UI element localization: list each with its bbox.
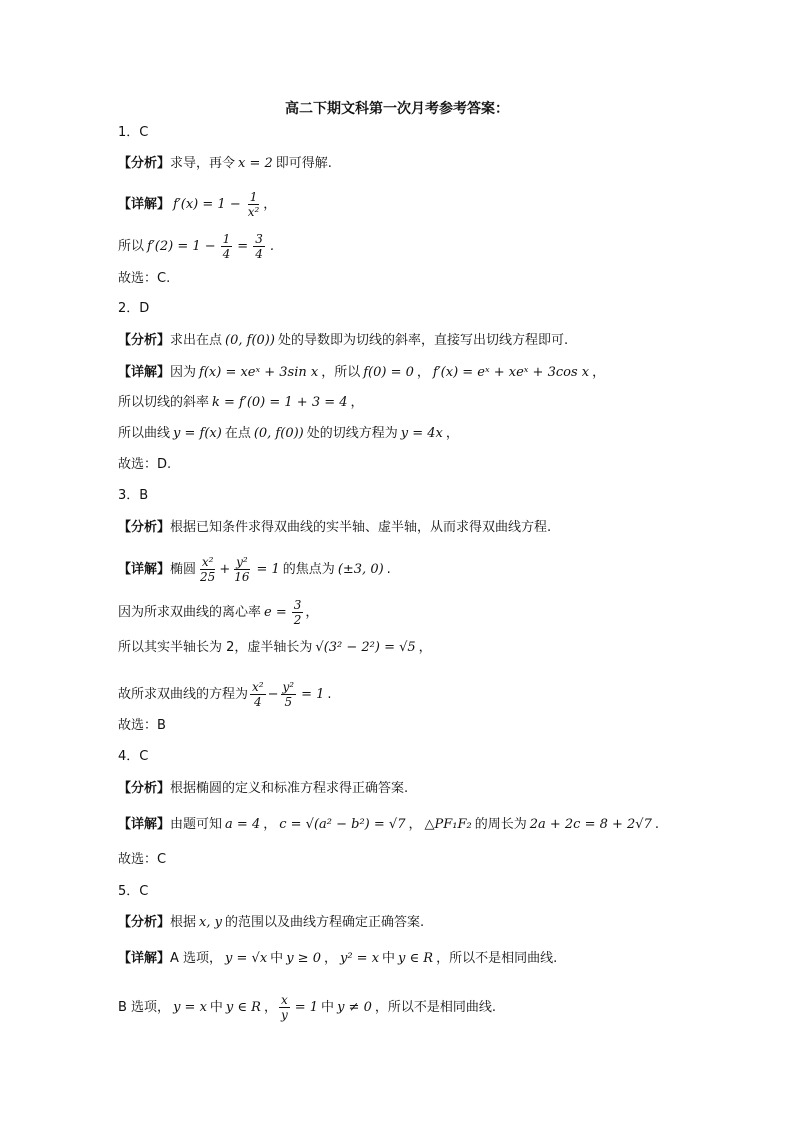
q3-analysis-text: 根据已知条件求得双曲线的实半轴、虚半轴，从而求得双曲线方程. bbox=[170, 520, 552, 535]
q5-option-b bbox=[118, 993, 496, 1022]
q4-detail-a: 由题可知 bbox=[170, 817, 223, 832]
q1-answer-text: 故选：C. bbox=[118, 271, 171, 286]
frac-den: 4 bbox=[253, 695, 262, 709]
detail-tag: 【详解】 bbox=[118, 365, 171, 380]
q3-line2-math: e = bbox=[264, 604, 287, 620]
frac-num: x bbox=[280, 993, 288, 1007]
q2-analysis-text-b: 处的导数即为切线的斜率，直接写出切线方程即可. bbox=[277, 333, 569, 348]
q1-line2-text: 所以 bbox=[118, 238, 145, 254]
q2-analysis-text-a: 求出在点 bbox=[170, 333, 223, 348]
q5-analysis bbox=[118, 914, 424, 932]
q1-line2-frac1 bbox=[221, 232, 233, 261]
q3-number bbox=[118, 487, 148, 505]
frac-num: y² bbox=[282, 680, 295, 694]
q5-b-m2: y ∈ R bbox=[225, 999, 261, 1015]
frac-den: 25 bbox=[200, 570, 216, 584]
q1-number-text: 1．C bbox=[118, 125, 149, 140]
q5-b-label: B 选项， bbox=[118, 999, 171, 1015]
q5-option-a bbox=[118, 950, 557, 968]
q1-detail-tail: ， bbox=[263, 196, 277, 212]
analysis-tag: 【分析】 bbox=[118, 915, 171, 930]
q2-analysis bbox=[118, 332, 568, 350]
q3-answer-text: 故选：B bbox=[118, 718, 166, 733]
analysis-tag: 【分析】 bbox=[118, 781, 171, 796]
q2-line2-a: 所以切线的斜率 bbox=[118, 395, 210, 410]
q1-line2-end: . bbox=[269, 238, 274, 254]
q1-line2 bbox=[118, 232, 277, 261]
q5-a-t2: ， bbox=[323, 951, 337, 966]
q3-answer bbox=[118, 717, 166, 735]
q3-line2 bbox=[118, 598, 318, 627]
q4-number-text: 4．C bbox=[118, 749, 149, 764]
q2-line3-d: ， bbox=[445, 426, 459, 441]
q5-analysis-a: 根据 bbox=[170, 915, 197, 930]
q2-line3-m1: y = f(x) bbox=[173, 426, 222, 441]
q4-answer-text: 故选：C bbox=[118, 852, 167, 867]
q3-detail-c: . bbox=[386, 561, 391, 577]
q2-line3-b: 在点 bbox=[224, 426, 251, 441]
q2-answer bbox=[118, 456, 171, 474]
q5-b-t2: ， bbox=[263, 999, 277, 1015]
q3-detail-b: 的焦点为 bbox=[282, 561, 335, 577]
q3-line3-b: ， bbox=[418, 640, 432, 655]
q5-a-t1: 中 bbox=[270, 951, 284, 966]
frac-num: 3 bbox=[293, 598, 302, 612]
q3-line2-frac bbox=[292, 598, 304, 627]
q3-detail-math: (±3, 0) bbox=[337, 561, 384, 577]
q1-analysis-text-b: 即可得解. bbox=[275, 156, 332, 171]
frac-den: 5 bbox=[284, 695, 293, 709]
q2-detail-m1: f(x) = xeˣ + 3sin x bbox=[199, 365, 319, 380]
q1-number bbox=[118, 124, 148, 142]
q2-detail-a: 因为 bbox=[170, 365, 197, 380]
q3-line4-minus: − bbox=[267, 686, 279, 702]
q5-a-label: A 选项， bbox=[170, 951, 223, 966]
analysis-tag: 【分析】 bbox=[118, 333, 171, 348]
q3-number-text: 3．B bbox=[118, 488, 149, 503]
q3-line4-eq: = 1 bbox=[301, 686, 325, 702]
q3-line4-b: . bbox=[327, 686, 332, 702]
q5-b-t4: ，所以不是相同曲线. bbox=[374, 999, 496, 1015]
q5-b-t3: 中 bbox=[321, 999, 335, 1015]
q4-sep2: ， bbox=[408, 817, 422, 832]
q2-line3-m3: y = 4x bbox=[400, 426, 443, 441]
q3-line3 bbox=[118, 639, 432, 657]
q3-line2-a: 因为所求双曲线的离心率 bbox=[118, 604, 262, 620]
frac-num: 3 bbox=[255, 232, 263, 246]
q4-m2: c = √(a² − b²) = √7 bbox=[279, 817, 406, 832]
q3-detail-plus: + bbox=[219, 561, 231, 577]
q3-line4-frac2 bbox=[281, 680, 297, 709]
q2-number-text: 2．D bbox=[118, 301, 150, 316]
detail-tag: 【详解】 bbox=[118, 817, 171, 832]
q2-detail-d: ， bbox=[592, 365, 606, 380]
analysis-tag: 【分析】 bbox=[118, 156, 171, 171]
detail-tag: 【详解】 bbox=[118, 561, 171, 577]
q1-detail-fraction bbox=[246, 190, 262, 219]
frac-den: y bbox=[280, 1008, 288, 1022]
q4-analysis-text: 根据椭圆的定义和标准方程求得正确答案. bbox=[170, 781, 409, 796]
q5-a-m3: y² = x bbox=[339, 951, 380, 966]
q2-line2-b: ， bbox=[350, 395, 364, 410]
q4-m4: 2a + 2c = 8 + 2√7 bbox=[529, 817, 652, 832]
frac-den: x² bbox=[247, 205, 260, 219]
q4-detail-b: 的周长为 bbox=[474, 817, 527, 832]
q3-detail-frac1 bbox=[198, 555, 217, 584]
frac-num: y² bbox=[236, 555, 248, 569]
q1-line2-frac2 bbox=[253, 232, 265, 261]
q3-analysis bbox=[118, 519, 551, 537]
q3-line4-a: 故所求双曲线的方程为 bbox=[118, 686, 249, 702]
q1-line2-eq: = bbox=[237, 238, 249, 254]
q5-a-m2: y ≥ 0 bbox=[286, 951, 321, 966]
q4-detail-c: . bbox=[654, 817, 660, 832]
q2-line3-c: 处的切线方程为 bbox=[306, 426, 398, 441]
detail-tag: 【详解】 bbox=[118, 196, 171, 212]
q5-a-t4: ，所以不是相同曲线. bbox=[436, 951, 558, 966]
frac-den: 4 bbox=[222, 247, 231, 261]
q2-line2 bbox=[118, 394, 364, 412]
q5-b-t1: 中 bbox=[209, 999, 223, 1015]
q1-analysis-text-a: 求导，再令 bbox=[170, 156, 236, 171]
frac-den: 2 bbox=[293, 613, 302, 627]
q4-m3: △PF₁F₂ bbox=[424, 817, 472, 832]
q5-number-text: 5．C bbox=[118, 884, 149, 899]
q2-answer-text: 故选：D. bbox=[118, 457, 172, 472]
frac-num: 1 bbox=[222, 232, 231, 246]
q2-line3 bbox=[118, 425, 459, 443]
q1-analysis bbox=[118, 155, 332, 173]
q4-answer bbox=[118, 851, 166, 869]
q5-analysis-math: x, y bbox=[199, 915, 222, 930]
page-title: 高二下期文科第一次月考参考答案： bbox=[285, 101, 509, 117]
q5-a-m1: y = √x bbox=[225, 951, 268, 966]
q2-detail-m2: f(0) = 0 bbox=[363, 365, 414, 380]
frac-num: 1 bbox=[249, 190, 258, 204]
q5-b-m1: y = x bbox=[173, 999, 207, 1015]
q3-line2-b: ， bbox=[305, 604, 319, 620]
q3-detail bbox=[118, 555, 391, 584]
q2-detail-c: ， bbox=[416, 365, 430, 380]
q5-number bbox=[118, 883, 148, 901]
q2-line2-math: k = f′(0) = 1 + 3 = 4 bbox=[212, 395, 348, 410]
q4-number bbox=[118, 748, 148, 766]
q1-answer bbox=[118, 270, 170, 288]
q5-b-m4: y ≠ 0 bbox=[337, 999, 372, 1015]
q5-a-m4: y ∈ R bbox=[398, 951, 434, 966]
q4-detail bbox=[118, 816, 659, 834]
frac-num: x² bbox=[252, 680, 264, 694]
q1-analysis-math: x = 2 bbox=[238, 156, 273, 171]
q1-line2-math: f′(2) = 1 − bbox=[147, 238, 216, 254]
q3-detail-frac2 bbox=[232, 555, 251, 584]
q4-sep1: ， bbox=[263, 817, 277, 832]
q3-line4 bbox=[118, 680, 332, 709]
q5-b-frac bbox=[279, 993, 290, 1022]
q5-b-m3: = 1 bbox=[294, 999, 319, 1015]
q3-line4-frac1 bbox=[250, 680, 266, 709]
q3-detail-a: 椭圆 bbox=[170, 561, 197, 577]
frac-den: 16 bbox=[234, 570, 250, 584]
q2-line3-a: 所以曲线 bbox=[118, 426, 171, 441]
q2-detail-b: ，所以 bbox=[321, 365, 361, 380]
q5-a-t3: 中 bbox=[382, 951, 396, 966]
q4-m1: a = 4 bbox=[225, 817, 261, 832]
frac-num: x² bbox=[201, 555, 214, 569]
q2-analysis-math: (0, f(0)) bbox=[225, 333, 275, 348]
detail-tag: 【详解】 bbox=[118, 951, 171, 966]
q2-number bbox=[118, 300, 149, 318]
q1-detail bbox=[118, 190, 276, 219]
q2-detail bbox=[118, 364, 605, 382]
q1-detail-math: f′(x) = 1 − bbox=[173, 196, 241, 212]
q3-line3-a: 所以其实半轴长为 2，虚半轴长为 bbox=[118, 640, 313, 655]
q5-analysis-b: 的范围以及曲线方程确定正确答案. bbox=[224, 915, 425, 930]
analysis-tag: 【分析】 bbox=[118, 520, 171, 535]
q4-analysis bbox=[118, 780, 408, 798]
frac-den: 4 bbox=[255, 247, 263, 261]
q2-detail-m3: f′(x) = eˣ + xeˣ + 3cos x bbox=[432, 365, 590, 380]
q3-line3-math: √(3² − 2²) = √5 bbox=[315, 640, 416, 655]
q3-detail-eq: = 1 bbox=[256, 561, 280, 577]
q2-line3-m2: (0, f(0)) bbox=[253, 426, 304, 441]
